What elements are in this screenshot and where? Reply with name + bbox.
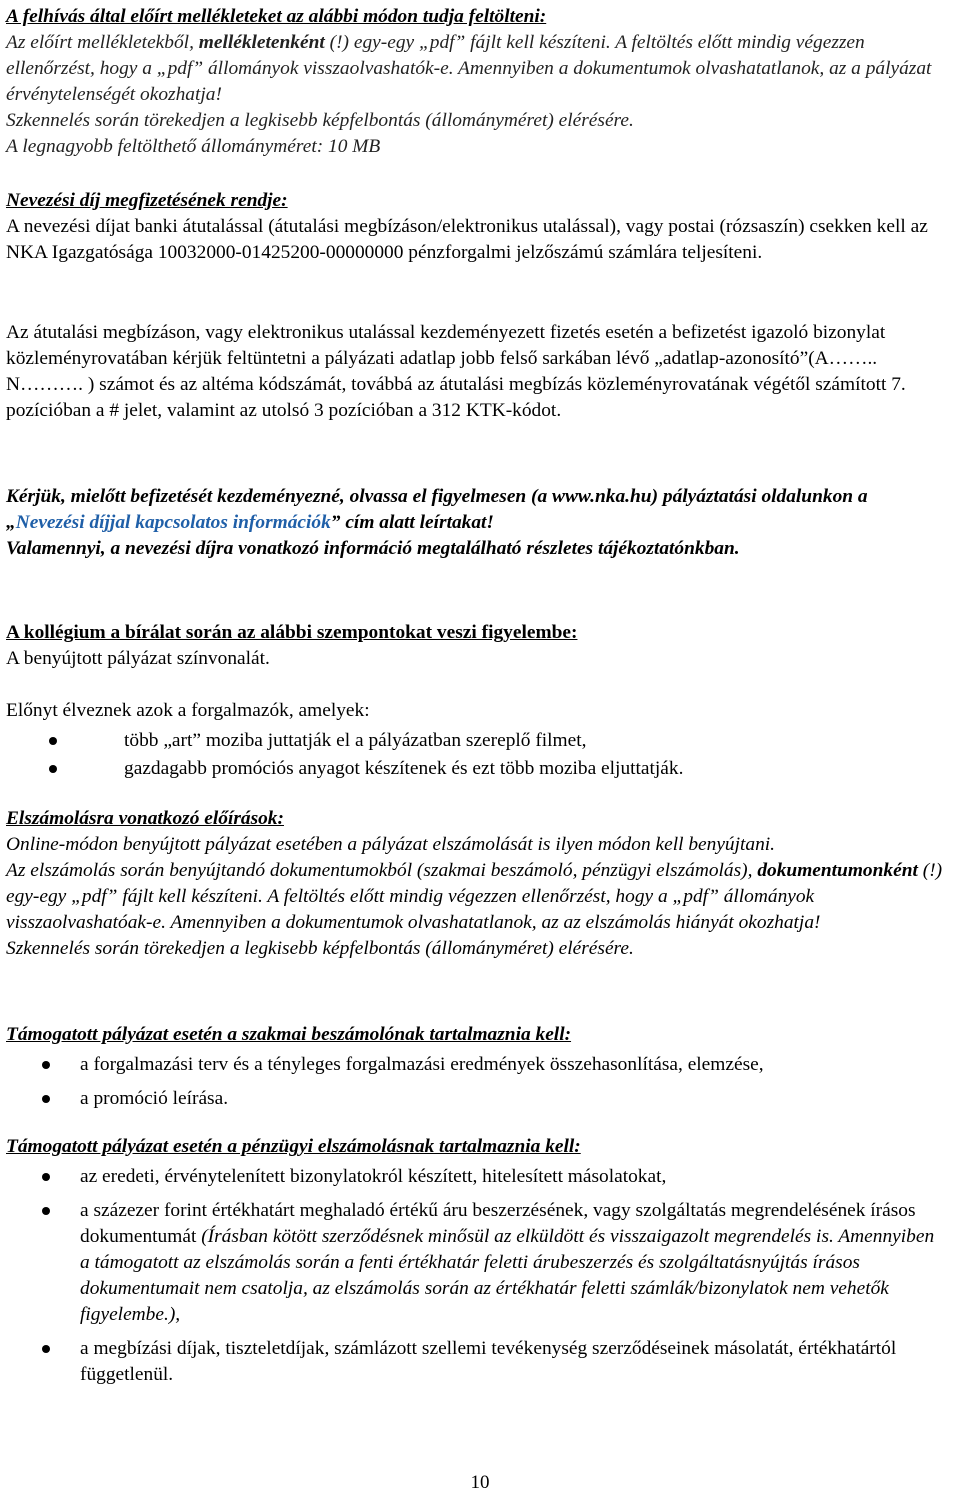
settlement-text-a: Az elszámolás során benyújtandó dokumentumokból (szakmai beszámoló, pénzügyi elszámolás), — [6, 860, 758, 881]
list-item — [6, 1336, 946, 1388]
settlement-heading: Elszámolásra vonatkozó előírások: — [6, 808, 284, 829]
bullet-icon — [42, 1345, 50, 1353]
college-line-1: A benyújtott pályázat színvonalát. — [6, 648, 270, 669]
list-item-text: a promóció leírása. — [80, 1088, 229, 1109]
fee-heading: Nevezési díj megfizetésének rendje: — [6, 190, 288, 211]
list-item-text: több „art” moziba juttatják el a pályázatban szereplő filmet, — [124, 730, 587, 751]
college-bullet-list — [6, 728, 946, 782]
settlement-text-c: (!) egy-egy „pdf” fájlt kell készíteni. A feltöltés előtt mindig végezzen ellenőrzést, hogy a „pdf” állományok visszaolvashatóak-e. Amennyiben a dokumentumok olvashatatlanok, az az elszámolás hiányát okozhatja! — [6, 860, 943, 933]
fee-paragraph-2: Az átutalási megbízáson, vagy elektronikus utalással kezdeményezett fizetés esetén a befizetést igazoló bizonylat közleményrovatában kérjük feltüntetni a pályázati adatlap jobb felső sarkában lévő „adatlap-azonosító”(A…….. N………. ) számot és az altéma kódszámát, továbbá az átutalási megbízás közleményrovatának végétől számított 7. pozícióban a # jelet, valamint az utolsó 3 pozícióban a 312 KTK-kódot. — [6, 322, 906, 421]
attachments-heading: A felhívás által előírt mellékleteket az alábbi módon tudja feltölteni: — [6, 6, 547, 27]
list-item-text: a százezer forint értékhatárt meghaladó értékű áru beszerzésének, vagy szolgáltatás megrendelésének írásos dokumentumát — [80, 1200, 916, 1247]
college-criteria-block — [6, 698, 946, 782]
fee-notice-block — [6, 484, 946, 562]
settlement-section — [6, 806, 946, 962]
attachments-text-c: (!) egy-egy „pdf” fájlt kell készíteni. A feltöltés előtt mindig végezzen ellenőrzést, hogy a „pdf” állományok visszaolvashatók-e. Amennyiben a dokumentumok olvashatatlanok, az a pályázat érvénytelenségét okozhatja! — [6, 32, 932, 105]
bullet-icon — [42, 1061, 50, 1069]
settlement-line-2 — [6, 858, 946, 936]
fee-notice-text-a: Kérjük, mielőtt befizetését kezdeményezné, olvassa el figyelmesen (a www.nka.hu) pályáztatási oldalunkon a „ — [6, 486, 868, 533]
list-item-text: az eredeti, érvénytelenített bizonylatokról készített, hitelesített másolatokat, — [80, 1166, 667, 1187]
list-item — [6, 1052, 946, 1078]
bullet-icon — [42, 1173, 50, 1181]
list-item-text: gazdagabb promóciós anyagot készítenek és ezt több moziba eljuttatják. — [124, 758, 684, 779]
max-size-note: A legnagyobb feltölthető állományméret: 10 MB — [6, 136, 381, 157]
fee-paragraph-1: A nevezési díjat banki átutalással (átutalási megbízáson/elektronikus utalással), vagy postai (rózsaszín) csekken kell az NKA Igazgatósága 10032000-01425200-00000000 pénzforgalmi jelzőszámú számlára teljesíteni. — [6, 216, 928, 263]
scan-note: Szkennelés során törekedjen a legkisebb képfelbontás (állományméret) elérésére. — [6, 110, 634, 131]
bullet-icon — [49, 737, 57, 745]
attachments-section — [6, 4, 946, 160]
financial-report-list — [6, 1164, 946, 1388]
bullet-icon — [42, 1095, 50, 1103]
settlement-line-1: Online-módon benyújtott pályázat esetében a pályázat elszámolását is ilyen módon kell benyújtani. — [6, 834, 776, 855]
college-intro: Előnyt élveznek azok a forgalmazók, amelyek: — [6, 700, 370, 721]
list-item — [6, 1086, 946, 1112]
page-number: 10 — [470, 1472, 490, 1493]
list-item-note: (Írásban kötött szerződésnek minősül az elküldött és visszaigazolt megrendelés is. Amennyiben a támogatott az elszámolás során a fenti értékhatár feletti árubeszerzés és szolgáltatásnyújtás írásos dokumentumait nem csatolja, az elszámolás során az értékhatár feletti számlák/bizonylatok nem vehetők figyelembe.), — [80, 1226, 935, 1325]
list-item — [6, 728, 946, 754]
list-item — [6, 1198, 946, 1328]
financial-report-section — [6, 1134, 946, 1388]
list-item — [6, 756, 946, 782]
bullet-icon — [42, 1207, 50, 1215]
fee-info-link[interactable]: Nevezési díjjal kapcsolatos információk — [15, 512, 331, 533]
college-heading: A kollégium a bírálat során az alábbi szempontokat veszi figyelembe: — [6, 622, 578, 643]
attachments-text-a: Az előírt mellékletekből, — [6, 32, 199, 53]
attachments-instructions — [6, 30, 946, 108]
list-item — [6, 1164, 946, 1190]
bullet-icon — [49, 765, 57, 773]
fee-notice-2: Valamennyi, a nevezési díjra vonatkozó információ megtalálható részletes tájékoztatónkban. — [6, 538, 740, 559]
professional-report-heading: Támogatott pályázat esetén a szakmai beszámolónak tartalmaznia kell: — [6, 1024, 572, 1045]
fee-notice — [6, 484, 946, 536]
settlement-scan-note: Szkennelés során törekedjen a legkisebb képfelbontás (állományméret) elérésére. — [6, 938, 634, 959]
professional-report-list — [6, 1052, 946, 1112]
professional-report-section — [6, 1022, 946, 1112]
list-item-text: a megbízási díjak, tiszteletdíjak, számlázott szellemi tevékenység szerződéseinek másolatát, értékhatártól függetlenül. — [80, 1338, 897, 1385]
fee-notice-text-b: ” cím alatt leírtakat! — [330, 512, 494, 533]
attachments-text-bold: mellékletenként — [198, 32, 325, 53]
fee-section — [6, 188, 946, 266]
list-item-text: a forgalmazási terv és a tényleges forgalmazási eredmények összehasonlítása, elemzése, — [80, 1054, 764, 1075]
financial-report-heading: Támogatott pályázat esetén a pénzügyi elszámolásnak tartalmaznia kell: — [6, 1136, 581, 1157]
college-section — [6, 620, 946, 672]
fee-paragraph-2-block — [6, 320, 946, 424]
settlement-text-bold: dokumentumonként — [757, 860, 918, 881]
